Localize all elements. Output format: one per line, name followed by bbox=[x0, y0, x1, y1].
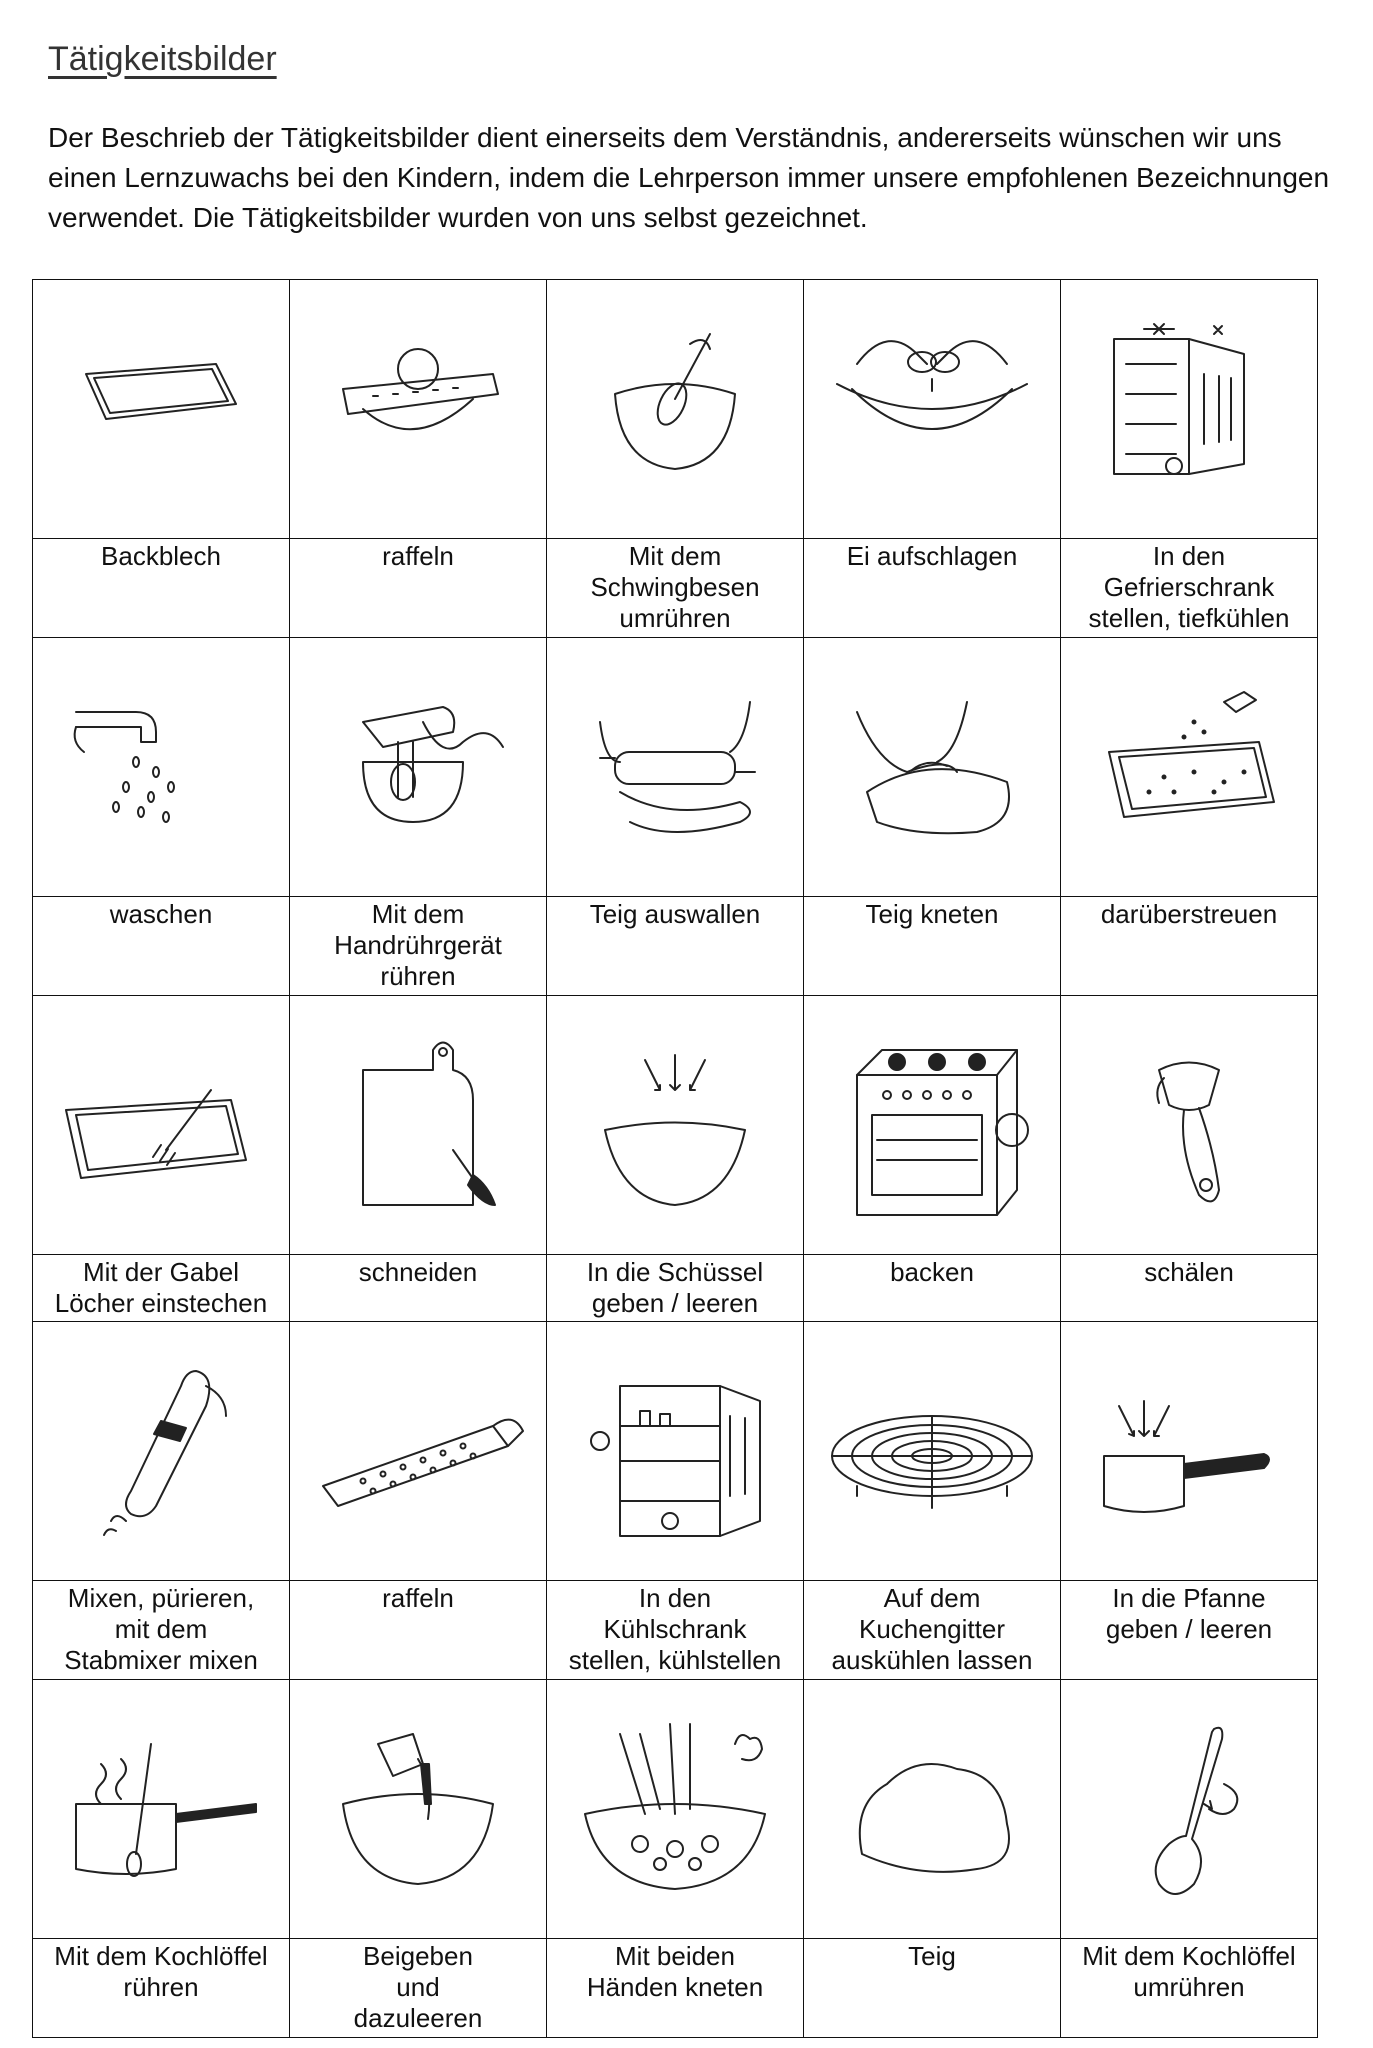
oven-icon bbox=[804, 1020, 1060, 1230]
grater-bowl-icon bbox=[290, 304, 546, 514]
hand-mixer-icon bbox=[290, 662, 546, 872]
picture-cell bbox=[290, 996, 547, 1255]
caption-text: darüberstreuen bbox=[1100, 899, 1278, 929]
fridge-icon bbox=[547, 1346, 803, 1556]
caption-cell bbox=[33, 539, 290, 638]
caption-cell bbox=[290, 539, 547, 638]
caption-text: In die Pfanne geben / leeren bbox=[1105, 1583, 1273, 1644]
caption-cell bbox=[547, 1581, 804, 1680]
caption-cell bbox=[547, 897, 804, 996]
caption-text: In den Gefrierschrank stellen, tiefkühlen bbox=[1088, 541, 1290, 633]
picture-cell bbox=[1061, 280, 1318, 539]
caption-row bbox=[33, 1255, 1318, 1322]
caption-cell bbox=[804, 1581, 1061, 1680]
caption-text: Mit dem Kochlöffel rühren bbox=[54, 1941, 268, 2002]
pot-spoon-icon bbox=[33, 1704, 289, 1914]
picture-cell bbox=[33, 638, 290, 897]
stick-blender-icon bbox=[33, 1346, 289, 1556]
activity-grid bbox=[32, 279, 1318, 2038]
picture-row bbox=[33, 280, 1318, 539]
caption-text: Mit dem Handrührgerät rühren bbox=[334, 899, 502, 991]
caption-cell bbox=[290, 897, 547, 996]
pan-arrows-icon bbox=[1061, 1346, 1317, 1556]
picture-cell bbox=[290, 638, 547, 897]
caption-cell bbox=[1061, 1255, 1318, 1322]
caption-cell bbox=[290, 1581, 547, 1680]
picture-row bbox=[33, 1680, 1318, 1939]
picture-row bbox=[33, 1322, 1318, 1581]
caption-cell bbox=[547, 1939, 804, 2038]
caption-text: raffeln bbox=[382, 541, 454, 571]
caption-text: Teig auswallen bbox=[589, 899, 761, 929]
picture-cell bbox=[290, 1680, 547, 1939]
picture-row bbox=[33, 996, 1318, 1255]
caption-cell bbox=[547, 539, 804, 638]
caption-cell bbox=[804, 1939, 1061, 2038]
caption-text: raffeln bbox=[382, 1583, 454, 1613]
caption-text: waschen bbox=[109, 899, 213, 929]
rolling-pin-icon bbox=[547, 662, 803, 872]
caption-cell bbox=[547, 1255, 804, 1322]
caption-text: Ei aufschlagen bbox=[846, 541, 1018, 571]
caption-cell bbox=[1061, 1581, 1318, 1680]
caption-text: Mit dem Kochlöffel umrühren bbox=[1082, 1941, 1296, 2002]
cutting-board-icon bbox=[290, 1020, 546, 1230]
picture-cell bbox=[33, 1680, 290, 1939]
caption-text: Teig bbox=[908, 1941, 956, 1971]
caption-row bbox=[33, 539, 1318, 638]
caption-text: Auf dem Kuchengitter auskühlen lassen bbox=[831, 1583, 1033, 1675]
picture-cell bbox=[547, 996, 804, 1255]
caption-text: schälen bbox=[1144, 1257, 1234, 1287]
caption-cell bbox=[33, 897, 290, 996]
caption-cell bbox=[33, 1255, 290, 1322]
picture-cell bbox=[1061, 638, 1318, 897]
caption-text: Mit der Gabel Löcher einstechen bbox=[54, 1257, 268, 1318]
picture-cell bbox=[290, 280, 547, 539]
picture-row bbox=[33, 638, 1318, 897]
caption-cell bbox=[1061, 1939, 1318, 2038]
caption-cell bbox=[33, 1581, 290, 1680]
picture-cell bbox=[804, 1680, 1061, 1939]
picture-cell bbox=[33, 280, 290, 539]
caption-text: Mit dem Schwingbesen umrühren bbox=[590, 541, 760, 633]
caption-cell bbox=[33, 1939, 290, 2038]
caption-cell bbox=[804, 897, 1061, 996]
faucet-icon bbox=[33, 662, 289, 872]
caption-cell bbox=[1061, 539, 1318, 638]
fork-tray-icon bbox=[33, 1020, 289, 1230]
picture-cell bbox=[547, 1322, 804, 1581]
caption-cell bbox=[804, 1255, 1061, 1322]
page-title: Tätigkeitsbilder bbox=[48, 40, 277, 78]
picture-cell bbox=[547, 280, 804, 539]
caption-text: Teig kneten bbox=[865, 899, 999, 929]
caption-text: Mixen, pürieren, mit dem Stabmixer mixen bbox=[64, 1583, 258, 1675]
caption-row bbox=[33, 897, 1318, 996]
picture-cell bbox=[1061, 1680, 1318, 1939]
intro-paragraph: Der Beschrieb der Tätigkeitsbilder dient einerseits dem Verständnis, andererseits wünschen wir uns einen Lernzuwachs bei den Kindern, indem die Lehrperson immer unsere empfohlenen Bezeichnungen verwendet. Die Tätigkeitsbilder wurden von uns selbst gezeichnet. bbox=[48, 122, 1330, 233]
caption-text: Mit beiden Händen kneten bbox=[586, 1941, 764, 2002]
picture-cell bbox=[804, 1322, 1061, 1581]
picture-cell bbox=[547, 1680, 804, 1939]
kneading-icon bbox=[804, 662, 1060, 872]
caption-text: In den Kühlschrank stellen, kühlstellen bbox=[568, 1583, 782, 1675]
picture-cell bbox=[547, 638, 804, 897]
caption-text: Beigeben und dazuleeren bbox=[353, 1941, 483, 2033]
bowl-arrows-icon bbox=[547, 1020, 803, 1230]
cooling-rack-icon bbox=[804, 1346, 1060, 1556]
sprinkle-tray-icon bbox=[1061, 662, 1317, 872]
crack-egg-icon bbox=[804, 304, 1060, 514]
flat-grater-icon bbox=[290, 1346, 546, 1556]
peeler-icon bbox=[1061, 1020, 1317, 1230]
caption-cell bbox=[290, 1939, 547, 2038]
caption-text: backen bbox=[890, 1257, 974, 1287]
picture-cell bbox=[290, 1322, 547, 1581]
picture-cell bbox=[1061, 996, 1318, 1255]
caption-row bbox=[33, 1581, 1318, 1680]
hands-bowl-icon bbox=[547, 1704, 803, 1914]
caption-cell bbox=[804, 539, 1061, 638]
freezer-icon bbox=[1061, 304, 1317, 514]
caption-cell bbox=[1061, 897, 1318, 996]
caption-row bbox=[33, 1939, 1318, 2038]
dough-icon bbox=[804, 1704, 1060, 1914]
caption-text: Backblech bbox=[101, 541, 221, 571]
baking-tray-icon bbox=[33, 304, 289, 514]
picture-cell bbox=[33, 996, 290, 1255]
picture-cell bbox=[804, 638, 1061, 897]
caption-cell bbox=[290, 1255, 547, 1322]
caption-text: In die Schüssel geben / leeren bbox=[586, 1257, 764, 1318]
whisk-bowl-icon bbox=[547, 304, 803, 514]
picture-cell bbox=[1061, 1322, 1318, 1581]
caption-text: schneiden bbox=[358, 1257, 478, 1287]
picture-cell bbox=[804, 280, 1061, 539]
picture-cell bbox=[804, 996, 1061, 1255]
pour-bowl-icon bbox=[290, 1704, 546, 1914]
wooden-spoon-icon bbox=[1061, 1704, 1317, 1914]
picture-cell bbox=[33, 1322, 290, 1581]
